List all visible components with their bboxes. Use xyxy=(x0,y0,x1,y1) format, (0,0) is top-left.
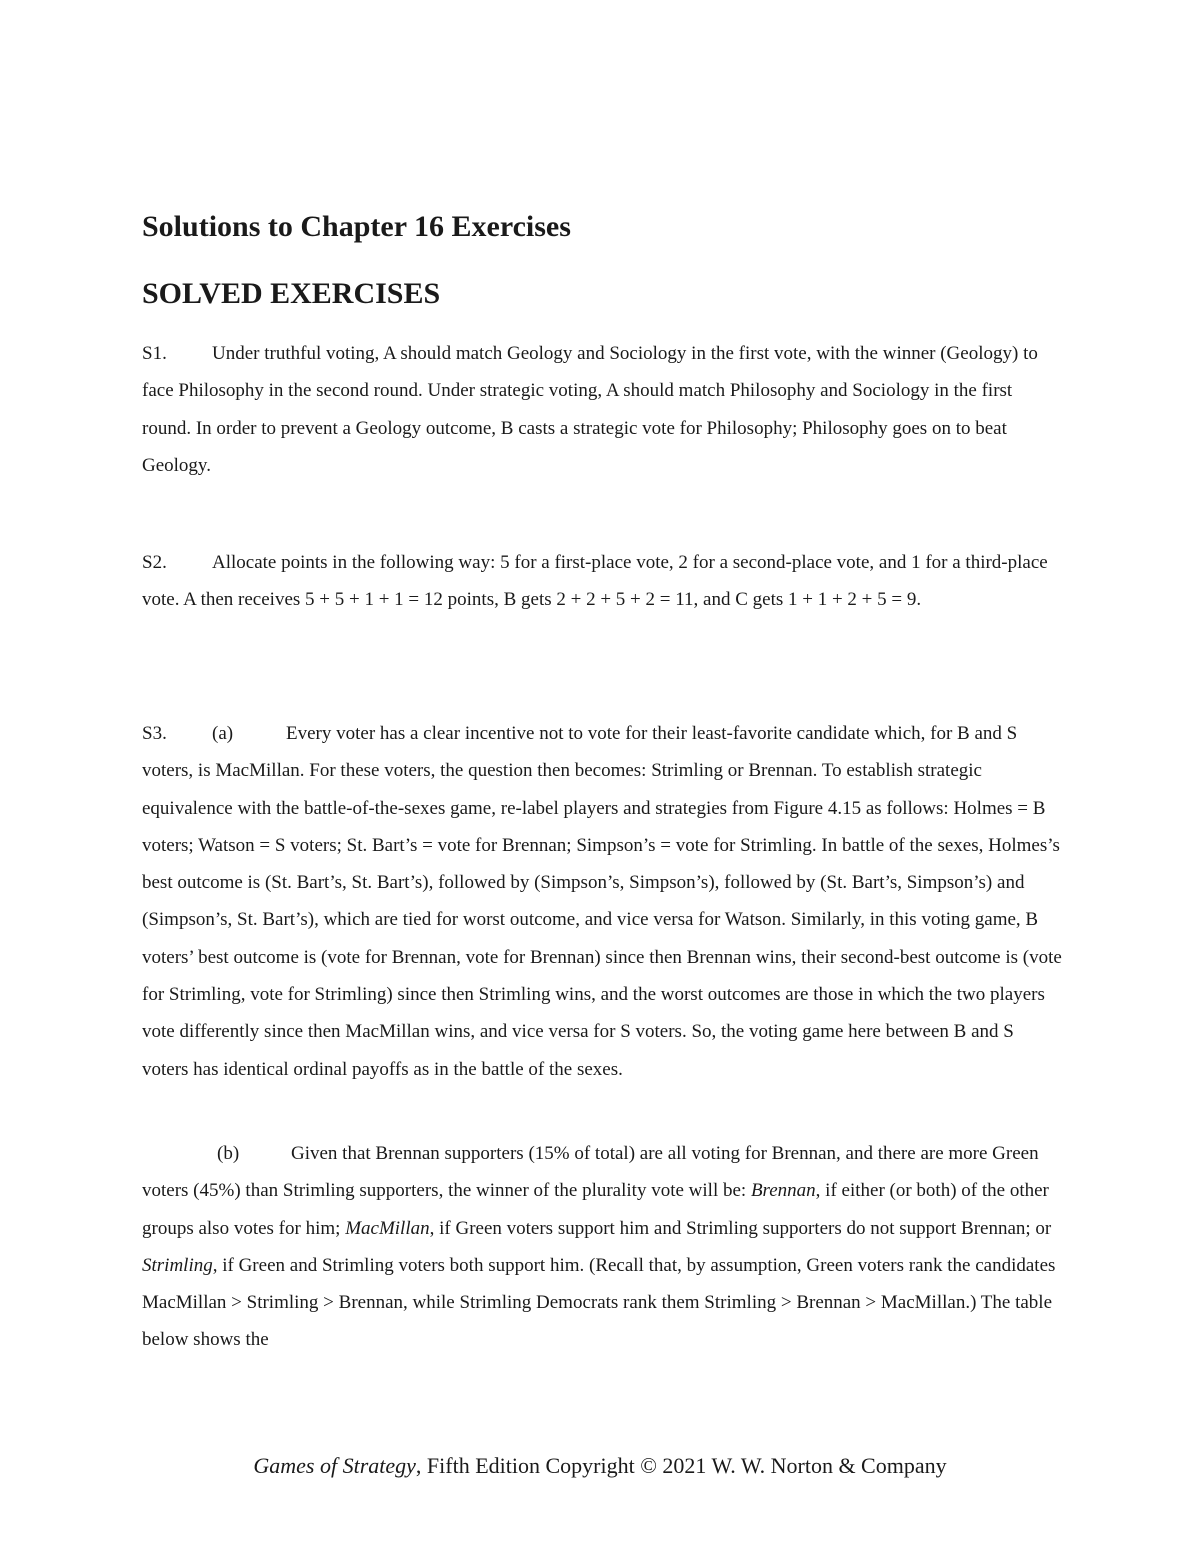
part-b-text-2: , if either (or both) of the other groups also votes for him; xyxy=(142,1180,1049,1239)
part-b-emphasis-strimling: Strimling xyxy=(142,1254,213,1276)
part-b-text-4: , if Green and Strimling voters both support him. (Recall that, by assumption, Green voters rank the candidates MacMillan > Strimling > Brennan, while Strimling Democrats rank them Strimling > Brennan > MacMillan.) The table below shows the xyxy=(142,1254,1056,1351)
exercise-s3-part-a xyxy=(142,715,1062,1088)
footer-book-title: Games of Strategy xyxy=(253,1453,416,1478)
exercise-s2 xyxy=(142,544,1062,619)
part-b-text-1: Given that Brennan supporters (15% of total) are all voting for Brennan, and there are more Green voters (45%) than Strimling supporters, the winner of the plurality vote will be: xyxy=(142,1143,1039,1202)
footer-copyright: , Fifth Edition Copyright © 2021 W. W. Norton & Company xyxy=(415,1453,947,1478)
part-b-text-3: , if Green voters support him and Strimling supporters do not support Brennan; or xyxy=(429,1217,1052,1239)
part-b-emphasis-macmillan: MacMillan xyxy=(345,1217,430,1239)
part-a-label: (a) xyxy=(212,723,234,744)
page-footer xyxy=(0,1451,1200,1481)
exercise-s1-label: S1. xyxy=(142,343,167,364)
exercise-s3-label: S3. xyxy=(142,723,167,744)
page-title: Solutions to Chapter 16 Exercises xyxy=(142,210,571,243)
exercise-s2-label: S2. xyxy=(142,552,167,573)
section-heading: SOLVED EXERCISES xyxy=(142,277,441,310)
part-b-emphasis-brennan: Brennan xyxy=(750,1180,816,1202)
part-a-text: Every voter has a clear incentive not to vote for their least-favorite candidate which, for B and S voters, is MacMillan. For these voters, the question then becomes: Strimling or Brennan. To establish strategic equivalence with the battle-of-the-sexes game, re-label players and strategies from Figure 4.15 as follows: Holmes = B voters; Watson = S voters; St. Bart’s = vote for Brennan; Simpson’s = vote for Strimling. In battle of the sexes, Holmes’s best outcome is (St. Bart’s, St. Bart’s), followed by (Simpson’s, Simpson’s), followed by (St. Bart’s, Simpson’s) and (Simpson’s, St. Bart’s), which are tied for worst outcome, and vice versa for Watson. Similarly, in this voting game, B voters’ best outcome is (vote for Brennan, vote for Brennan) since then Brennan wins, their second-best outcome is (vote for Strimling, vote for Strimling) since then Strimling wins, and the worst outcomes are those in which the two players vote differently since then MacMillan wins, and vice versa for S voters. So, the voting game here between B and S voters has identical ordinal payoffs as in the battle of the sexes. xyxy=(142,723,1062,1080)
exercise-s2-text: Allocate points in the following way: 5 for a first-place vote, 2 for a second-place vote, and 1 for a third-place vote. A then receives 5 + 5 + 1 + 1 = 12 points, B gets 2 + 2 + 5 + 2 = 11, and C gets 1 + 1 + 2 + 5 = 9. xyxy=(142,552,1048,611)
exercise-s1 xyxy=(142,335,1062,484)
exercise-s1-text: Under truthful voting, A should match Geology and Sociology in the first vote, with the winner (Geology) to face Philosophy in the second round. Under strategic voting, A should match Philosophy and Sociology in the first round. In order to prevent a Geology outcome, B casts a strategic vote for Philosophy; Philosophy goes on to beat Geology. xyxy=(142,343,1038,476)
part-b-label: (b) xyxy=(217,1143,240,1164)
exercise-s3-part-b xyxy=(142,1135,1062,1359)
